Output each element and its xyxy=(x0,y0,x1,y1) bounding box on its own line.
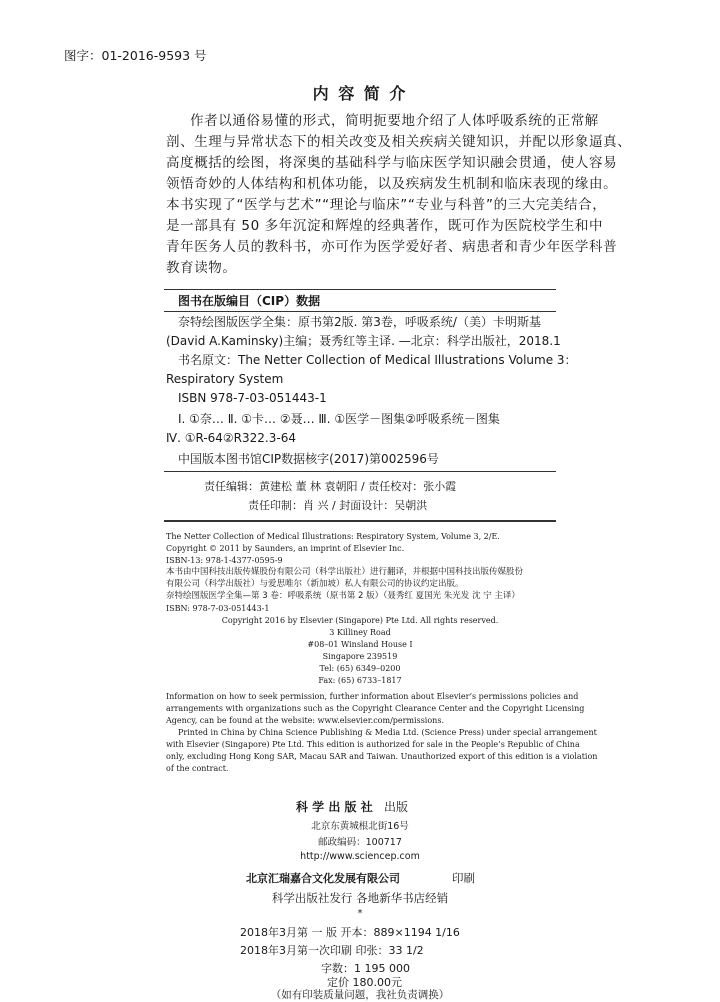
summary-line: 本书实现了“医学与艺术”“理论与临床”“专业与科普”的三大完美结合， xyxy=(166,197,607,213)
printer-name: 北京汇瑞嘉合文化发展有限公司 xyxy=(246,872,400,885)
cip-line: 书名原文：The Netter Collection of Medical Illustrations Volume 3： xyxy=(178,353,577,367)
printed-line: with Elsevier (Singapore) Pte Ltd. This edition is authorized for sale in the People’s Republic of China xyxy=(166,740,580,749)
translation-note: ISBN: 978-7-03-051443-1 xyxy=(166,604,270,613)
publisher-url: http://www.sciencep.com xyxy=(300,851,420,862)
address-line: #08–01 Winsland House I xyxy=(307,640,413,649)
permissions-line: arrangements with organizations such as the Copyright Clearance Center and the Copyright Licensing xyxy=(166,704,585,713)
cip-line: 奈特绘图版医学全集：原书第2版. 第3卷，呼吸系统/（美）卡明斯基 xyxy=(178,315,541,329)
cip-bottom-rule xyxy=(164,471,556,472)
english-line: ISBN-13: 978-1-4377-0595-9 xyxy=(166,556,283,565)
cip-line: (David A.Kaminsky)主编；聂秀红等主译. —北京：科学出版社，2018.1 xyxy=(166,334,561,348)
publisher-name: 科 学 出 版 社 xyxy=(296,800,373,814)
address-line: Fax: (65) 6733–1817 xyxy=(318,676,402,685)
cip-heading-rule xyxy=(164,311,556,312)
copyright-registration: 图字：01-2016-9593 号 xyxy=(64,48,207,63)
cip-line: Respiratory System xyxy=(166,372,284,386)
summary-title: 内 容 简 介 xyxy=(312,84,408,103)
staff-bottom-rule xyxy=(164,520,556,522)
address-line: Tel: (65) 6349–0200 xyxy=(319,664,401,673)
summary-line: 是一部具有 50 多年沉淀和辉煌的经典著作，既可作为医院校学生和中 xyxy=(166,218,604,234)
printing-line: 2018年3月第一次印刷 印张：33 1/2 xyxy=(240,944,424,957)
cip-isbn: ISBN 978-7-03-051443-1 xyxy=(178,391,327,405)
cip-classification: Ⅰ. ①奈… Ⅱ. ①卡… ②聂… Ⅲ. ①医学－图集②呼吸系统－图集 xyxy=(178,412,500,426)
translation-note: 有限公司（科学出版社）与爱思唯尔（新加坡）私人有限公司的协议约定出版。 xyxy=(166,579,464,589)
edition-line: 2018年3月第 一 版 开本：889×1194 1/16 xyxy=(240,926,460,939)
translation-note: 奈特绘图版医学全集—第 3 卷：呼吸系统（原书第 2 版）（聂秀红 夏国光 朱光发 沈 宁 主译） xyxy=(166,591,520,601)
quality-note: （如有印装质量问题，我社负责调换） xyxy=(270,989,450,1001)
word-count: 字数：1 195 000 xyxy=(321,962,410,975)
publisher-postcode: 邮政编码：100717 xyxy=(318,837,402,848)
staff-editors: 责任编辑：黄建松 董 林 袁朝阳 / 责任校对：张小霞 xyxy=(204,480,457,493)
summary-line: 作者以通俗易懂的形式，简明扼要地介绍了人体呼吸系统的正常解 xyxy=(190,113,599,129)
english-line: Copyright © 2011 by Saunders, an imprint of Elsevier Inc. xyxy=(166,544,405,553)
summary-line: 领悟奇妙的人体结构和机体功能，以及疾病发生机制和临床表现的缘由。 xyxy=(166,176,618,192)
distribution: 科学出版社发行 各地新华书店经销 xyxy=(271,891,449,905)
star-separator: * xyxy=(357,908,363,919)
cip-number: 中国版本图书馆CIP数据核字(2017)第002596号 xyxy=(178,452,439,466)
printed-line: Printed in China by China Science Publishing & Media Ltd. (Science Press) under special arrangement xyxy=(178,728,597,737)
cip-heading: 图书在版编目（CIP）数据 xyxy=(178,294,321,308)
summary-line: 剖、生理与异常状态下的相关改变及相关疾病关键知识，并配以形象逼真、 xyxy=(166,134,632,150)
summary-line: 教育读物。 xyxy=(166,260,237,276)
staff-production: 责任印制：肖 兴 / 封面设计：吴朝洪 xyxy=(248,499,428,512)
printed-line: of the contract. xyxy=(166,764,229,773)
summary-line: 青年医务人员的教科书，亦可作为医学爱好者、病患者和青少年医学科普 xyxy=(166,239,618,255)
printed-line: only, excluding Hong Kong SAR, Macau SAR and Taiwan. Unauthorized export of this edition is a violation xyxy=(166,752,598,761)
address-line: 3 Killiney Road xyxy=(329,628,391,637)
cip-top-rule xyxy=(164,289,556,290)
translation-note: 本书由中国科技出版传媒股份有限公司（科学出版社）进行翻译，并根据中国科技出版传媒股份 xyxy=(166,567,524,577)
publisher-suffix: 出版 xyxy=(384,800,409,814)
address-line: Copyright 2016 by Elsevier (Singapore) Pte Ltd. All rights reserved. xyxy=(221,616,499,625)
cip-classification: Ⅳ. ①R-64②R322.3-64 xyxy=(166,431,296,445)
summary-line: 高度概括的绘图，将深奥的基础科学与临床医学知识融会贯通，使人容易 xyxy=(166,155,618,171)
price: 定价 180.00元 xyxy=(327,976,402,989)
permissions-line: Information on how to seek permission, further information about Elsevier’s permissions policies and xyxy=(166,692,579,701)
address-line: Singapore 239519 xyxy=(322,652,398,661)
publisher-address: 北京东黄城根北街16号 xyxy=(311,821,409,832)
permissions-line: Agency, can be found at the website: www.elsevier.com/permissions. xyxy=(166,716,444,725)
printer-suffix: 印刷 xyxy=(452,871,475,885)
english-line: The Netter Collection of Medical Illustrations: Respiratory System, Volume 3, 2/E. xyxy=(166,532,500,541)
